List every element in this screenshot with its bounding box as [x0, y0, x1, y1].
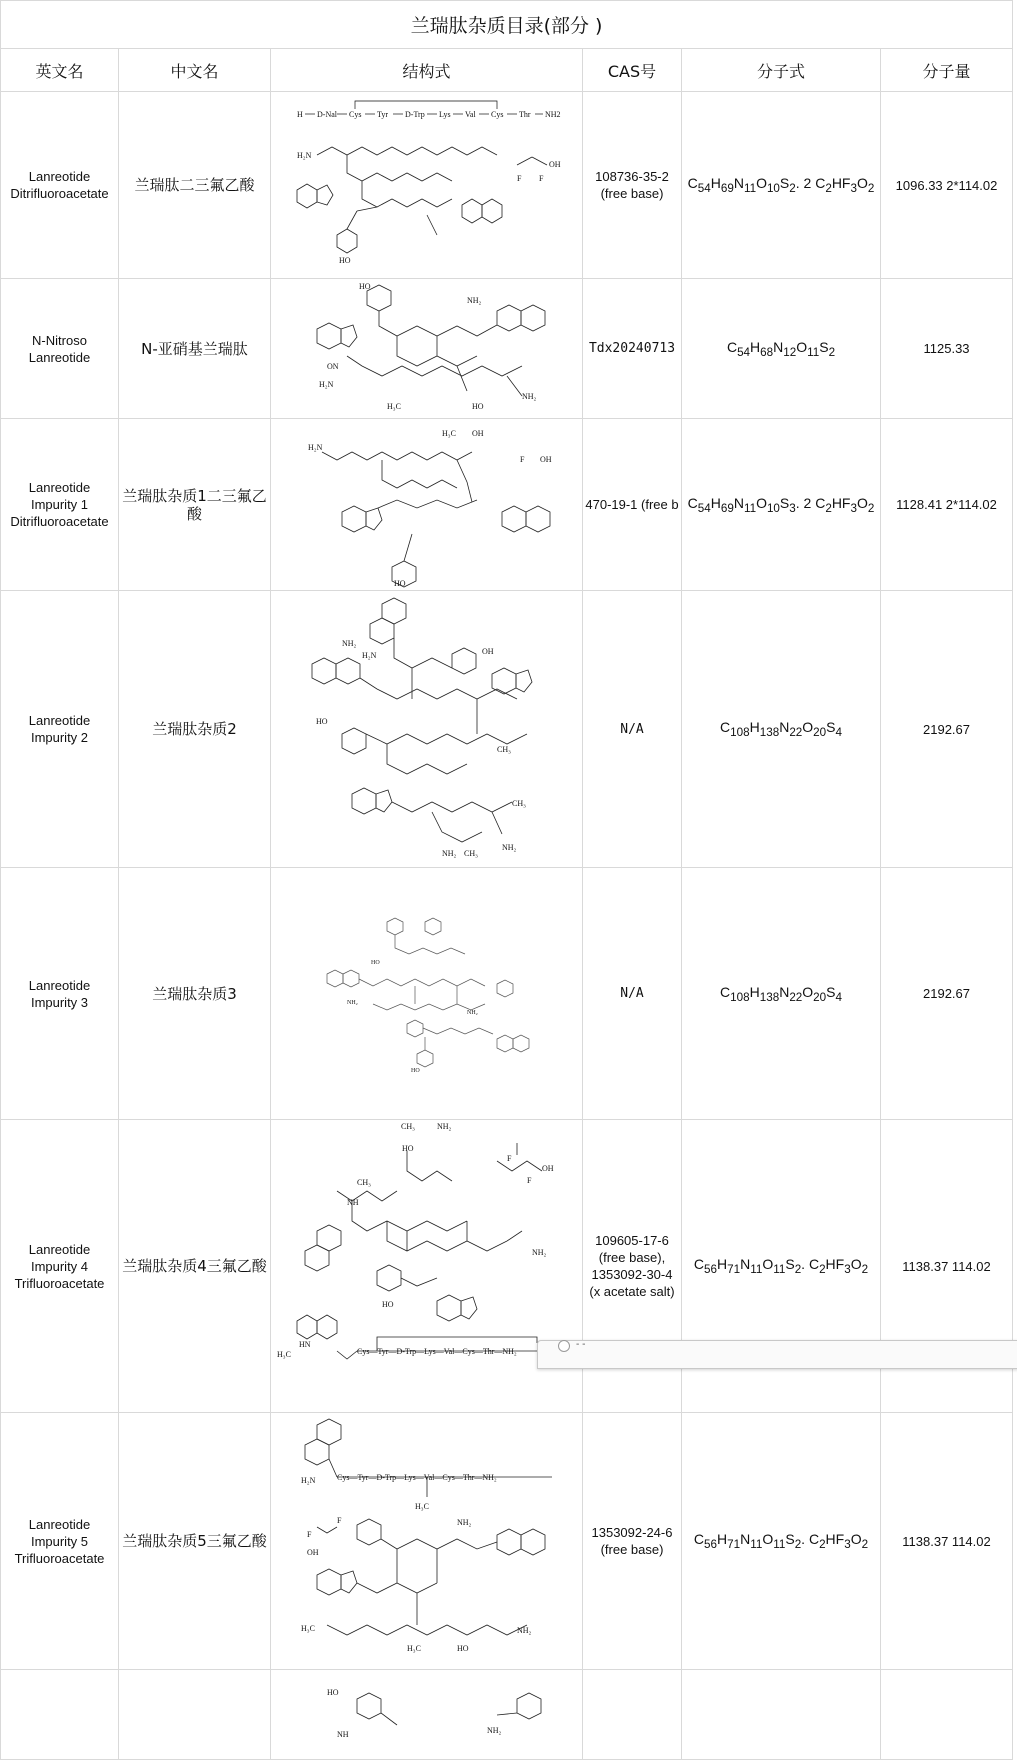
seq-label: Cys — [348, 110, 361, 119]
svg-text:H₂N: H₂N — [300, 1476, 315, 1485]
sequence-line — [297, 101, 561, 119]
header-cas[interactable]: CAS号 — [583, 49, 682, 92]
svg-text:NH₂: NH₂ — [436, 1122, 451, 1131]
radio-icon[interactable] — [558, 1340, 570, 1352]
svg-text:CH₃: CH₃ — [496, 745, 511, 754]
cas-cell[interactable] — [583, 419, 682, 591]
structure-image — [317, 914, 537, 1074]
header-chinese-name[interactable]: 中文名 — [119, 49, 271, 92]
header-molecular-weight[interactable]: 分子量 — [881, 49, 1013, 92]
formula-cell[interactable] — [682, 591, 881, 868]
svg-text:F: F — [506, 1154, 511, 1163]
svg-text:NH₂: NH₂ — [341, 639, 356, 648]
svg-text:NH: NH — [336, 1729, 349, 1739]
svg-text:H₃C: H₃C — [300, 1624, 315, 1633]
svg-text:HO: HO — [315, 717, 328, 726]
structure-image — [302, 594, 552, 864]
english-name-cell[interactable]: Lanreotide Impurity 4 Trifluoroacetate — [1, 1120, 119, 1413]
cas-cell[interactable]: Tdx20240713 — [583, 279, 682, 419]
formula-cell[interactable] — [682, 419, 881, 591]
molecular-weight-cell[interactable]: 2192.67 — [881, 591, 1013, 868]
english-name-cell[interactable]: Lanreotide Impurity 2 — [1, 591, 119, 868]
svg-text:CH₃: CH₃ — [511, 799, 526, 808]
svg-text:CH₃: CH₃ — [463, 849, 478, 858]
english-name-cell[interactable]: N-Nitroso Lanreotide — [1, 279, 119, 419]
formula-text: $C_{54}H_{68}N_{12}O_{11}S_2$ — [726, 338, 836, 359]
structure-image — [302, 422, 552, 588]
structure-image — [277, 95, 577, 275]
chinese-name-cell[interactable]: 兰瑞肽二三氟乙酸 — [119, 92, 271, 279]
title-row — [1, 1, 1013, 49]
structure-cell[interactable] — [271, 419, 583, 591]
svg-text:OH: OH — [306, 1548, 319, 1557]
formula-cell[interactable] — [682, 92, 881, 279]
structure-cell[interactable] — [271, 92, 583, 279]
header-row — [1, 49, 1013, 92]
svg-text:OH: OH — [481, 647, 494, 656]
seq-label: D-Nal — [316, 110, 337, 119]
svg-text:NH: NH — [346, 1198, 359, 1207]
structure-cell[interactable] — [271, 279, 583, 419]
english-name-cell[interactable]: Lanreotide Impurity 3 — [1, 868, 119, 1120]
svg-text:OH: OH — [539, 454, 552, 464]
molecular-weight-cell[interactable] — [881, 1670, 1013, 1760]
molecular-weight-cell[interactable]: 1138.37 114.02 — [881, 1413, 1013, 1670]
structure-cell[interactable] — [271, 1120, 586, 1413]
svg-text:NH₂: NH₂ — [531, 1248, 546, 1257]
molecule-drawing — [297, 147, 547, 253]
svg-text:NH₂: NH₂ — [501, 843, 516, 852]
svg-text:NH₂: NH₂ — [456, 1518, 471, 1527]
cas-cell[interactable]: N/A — [583, 591, 682, 868]
cas-cell[interactable]: N/A — [583, 868, 682, 1120]
table-row — [1, 279, 1013, 419]
chinese-name-cell[interactable] — [119, 1670, 271, 1760]
formula-cell[interactable] — [682, 1670, 881, 1760]
header-structure[interactable]: 结构式 — [271, 49, 583, 92]
chinese-name-cell[interactable]: 兰瑞肽杂质3 — [119, 868, 271, 1120]
cas-cell[interactable]: 109605-17-6 (free base), 1353092-30-4 (x acetate salt) — [583, 1120, 682, 1413]
svg-text:F: F — [519, 454, 524, 464]
seq-label: Val — [464, 110, 476, 119]
svg-text:HO: HO — [358, 281, 371, 291]
structure-image — [297, 1685, 557, 1745]
svg-text:OH: OH — [541, 1164, 554, 1173]
svg-text:H₂N: H₂N — [307, 442, 322, 452]
svg-text:F: F — [526, 1176, 531, 1185]
atom-label: H₂N — [296, 151, 311, 160]
svg-text:NH₂: NH₂ — [441, 849, 456, 858]
svg-text:H₂N: H₂N — [318, 379, 333, 389]
formula-text: $C_{108}H_{138}N_{22}O_{20}S_4$ — [720, 719, 842, 739]
cas-cell[interactable]: 1353092-24-6 (free base) — [583, 1413, 682, 1670]
cas-cell[interactable] — [583, 1670, 682, 1760]
svg-text:H₃C: H₃C — [414, 1502, 429, 1511]
tfa-mark: OH — [548, 160, 561, 169]
molecular-weight-cell[interactable]: 1096.33 2*114.02 — [881, 92, 1013, 279]
seq-label: Lys — [438, 110, 451, 119]
structure-cell[interactable] — [271, 1670, 583, 1760]
structure-image — [277, 1121, 577, 1411]
svg-text:H₃C: H₃C — [406, 1644, 421, 1653]
seq-label: H — [296, 110, 303, 119]
table-title: 兰瑞肽杂质目录(部分 ) — [1, 1, 1013, 49]
svg-text:HO: HO — [370, 959, 380, 966]
svg-text:NH₂: NH₂ — [466, 295, 481, 305]
tfa-mark: F — [516, 174, 521, 183]
svg-text:H₂N: H₂N — [361, 651, 376, 660]
svg-text:HO: HO — [326, 1687, 339, 1697]
svg-text:HO: HO — [410, 1067, 420, 1074]
chinese-name-cell[interactable]: 兰瑞肽杂质1二三氟乙 酸 — [119, 419, 271, 591]
table-row — [1, 1413, 1013, 1670]
svg-text:HO: HO — [401, 1144, 414, 1153]
chinese-name-cell[interactable]: N-亚硝基兰瑞肽 — [119, 279, 271, 419]
molecular-weight-cell[interactable]: 1125.33 — [881, 279, 1013, 419]
svg-text:H₃C: H₃C — [386, 401, 401, 411]
svg-text:OH: OH — [471, 428, 484, 438]
structure-image — [307, 281, 547, 417]
seq-label: Cys — [490, 110, 503, 119]
seq-label: NH2 — [544, 110, 561, 119]
formula-text: $C_{56}H_{71}N_{11}O_{11}S_2$. $C_2HF_3O_2$ — [693, 1256, 869, 1276]
seq-label: Tyr — [376, 110, 388, 119]
cas-text: 470-19-1 (free b — [585, 497, 679, 512]
svg-text:HN: HN — [298, 1340, 311, 1349]
svg-text:NH₂: NH₂ — [486, 1725, 501, 1735]
svg-text:F: F — [336, 1516, 341, 1525]
svg-text:NH₂: NH₂ — [466, 1009, 478, 1016]
molecular-weight-cell[interactable]: 2192.67 — [881, 868, 1013, 1120]
formula-text: $C_{56}H_{71}N_{11}O_{11}S_2$. $C_2HF_3O_2$ — [693, 1531, 869, 1551]
svg-text:CH₃: CH₃ — [400, 1122, 415, 1131]
svg-text:HO: HO — [456, 1644, 469, 1653]
floating-panel-text: - - — [576, 1339, 586, 1350]
svg-text:Cys—Tyr—D-Trp—Lys—Val—Cys—Thr—: Cys—Tyr—D-Trp—Lys—Val—Cys—Thr—NH₂ — [336, 1473, 497, 1482]
english-name-cell[interactable]: Lanreotide Impurity 5 Trifluoroacetate — [1, 1413, 119, 1670]
table-row — [1, 1670, 1013, 1760]
table-row — [1, 591, 1013, 868]
table-row — [1, 868, 1013, 1120]
seq-label: D-Trp — [404, 110, 425, 119]
seq-label: Thr — [518, 110, 531, 119]
table-row — [1, 419, 1013, 591]
english-name-cell[interactable] — [1, 1670, 119, 1760]
svg-text:CH₃: CH₃ — [356, 1178, 371, 1187]
svg-text:ON: ON — [326, 361, 339, 371]
structure-image — [297, 1415, 557, 1667]
chinese-name-cell[interactable]: 兰瑞肽杂质4三氟乙酸 — [119, 1120, 271, 1413]
svg-text:HO: HO — [381, 1300, 394, 1309]
svg-text:H₃C: H₃C — [441, 428, 456, 438]
floating-panel[interactable] — [537, 1340, 1017, 1369]
svg-text:HO: HO — [471, 401, 484, 411]
svg-text:NH₂: NH₂ — [516, 1626, 531, 1635]
formula-text: $C_{54}H_{69}N_{11}O_{10}S_2$. 2 $C_2HF_3O_2$ — [687, 175, 875, 195]
formula-text: $C_{54}H_{69}N_{11}O_{10}S_3$. 2 $C_2HF_3O_2$ — [687, 494, 875, 515]
tfa-mark: F — [538, 174, 543, 183]
cas-cell[interactable]: 108736-35-2 (free base) — [583, 92, 682, 279]
svg-text:Cys—Tyr—D-Trp—Lys—Val—Cys—Thr—: Cys—Tyr—D-Trp—Lys—Val—Cys—Thr—NH₂ — [356, 1347, 517, 1356]
header-formula[interactable]: 分子式 — [682, 49, 881, 92]
svg-text:HO: HO — [393, 578, 406, 588]
structure-cell[interactable] — [271, 868, 583, 1120]
english-name-cell[interactable]: Lanreotide Impurity 1 Ditrifluoroacetate — [1, 419, 119, 591]
header-english-name[interactable]: 英文名 — [1, 49, 119, 92]
molecular-weight-cell[interactable]: 1138.37 114.02 — [881, 1120, 1013, 1413]
svg-text:NH₂: NH₂ — [346, 999, 358, 1006]
formula-cell[interactable] — [682, 1413, 881, 1670]
formula-text: $C_{108}H_{138}N_{22}O_{20}S_4$ — [720, 983, 842, 1004]
atom-label: HO — [338, 256, 351, 265]
formula-cell[interactable] — [682, 868, 881, 1120]
english-name-cell[interactable]: Lanreotide Ditrifluoroacetate — [1, 92, 119, 279]
chinese-name-cell[interactable]: 兰瑞肽杂质2 — [119, 591, 271, 868]
svg-text:F: F — [306, 1530, 311, 1539]
table-row — [1, 92, 1013, 279]
chinese-name-cell[interactable]: 兰瑞肽杂质5三氟乙酸 — [119, 1413, 271, 1670]
svg-text:H₃C: H₃C — [276, 1350, 291, 1359]
molecular-weight-cell[interactable]: 1128.41 2*114.02 — [881, 419, 1013, 591]
formula-cell[interactable] — [682, 279, 881, 419]
svg-text:NH₂: NH₂ — [521, 391, 536, 401]
structure-cell[interactable] — [271, 1413, 583, 1670]
structure-cell[interactable] — [271, 591, 583, 868]
